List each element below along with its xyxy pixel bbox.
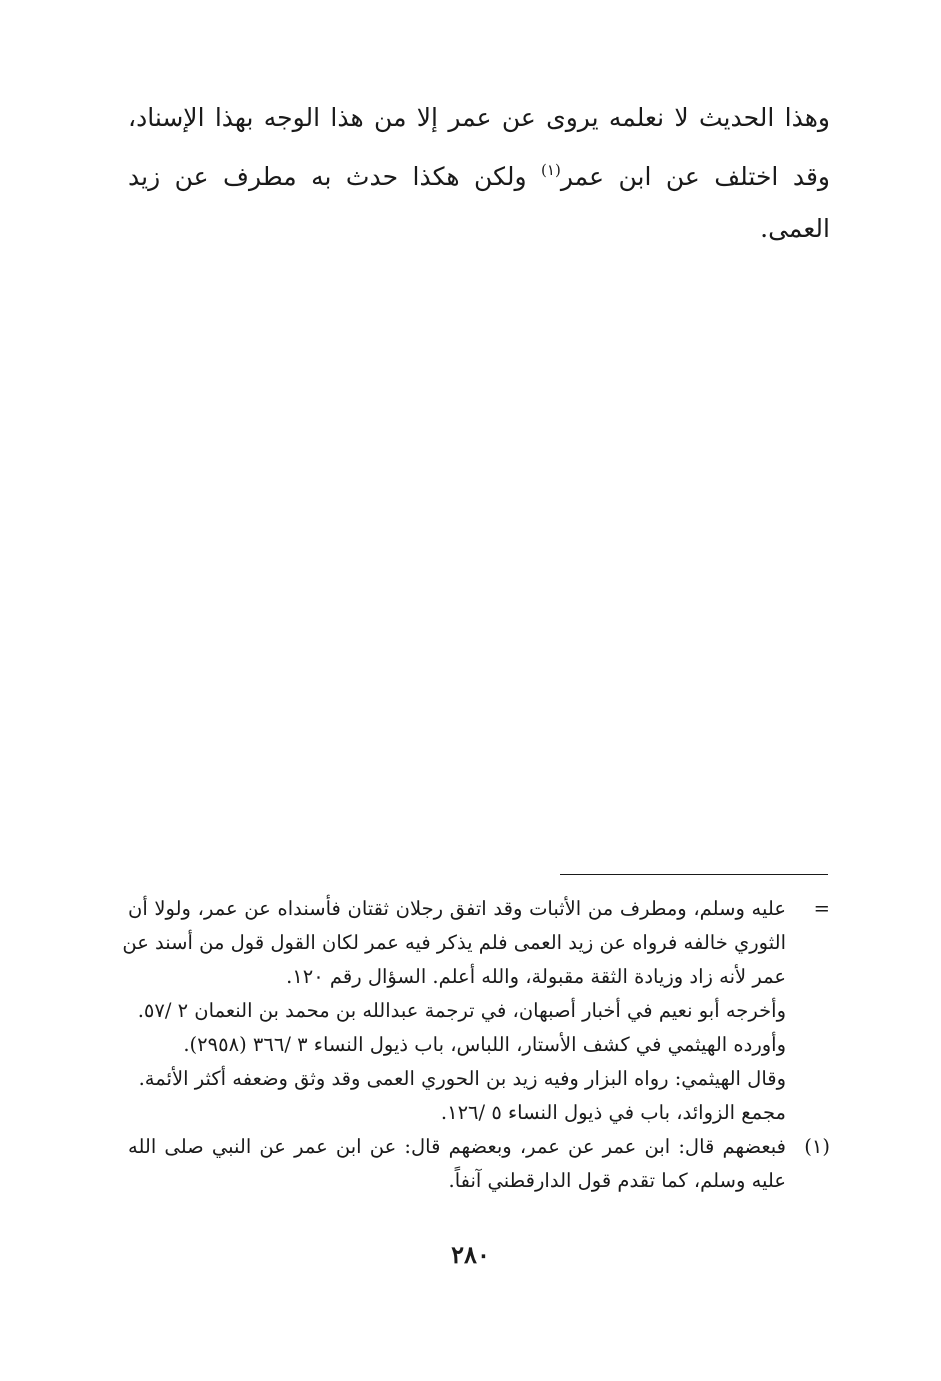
footnote-reference[interactable]: (١)	[541, 161, 561, 179]
footnotes	[122, 892, 830, 1198]
page-number: ٢٨٠	[451, 1240, 490, 1269]
footnote-line: وقال الهيثمي: رواه البزار وفيه زيد بن الحوري العمى وقد وثق وضعفه أكثر الأئمة.	[138, 1067, 786, 1090]
main-text-line: العمى.	[760, 214, 830, 243]
footnote-separator	[560, 874, 828, 875]
footnote-line: وأخرجه أبو نعيم في أخبار أصبهان، في ترجمة عبدالله بن محمد بن النعمان ٢ /٥٧.	[137, 999, 786, 1022]
footnote-1	[128, 1130, 830, 1198]
footnote-continuation	[122, 892, 830, 1130]
footnote-line: عليه وسلم، ومطرف من الأثبات وقد اتفق رجلان ثقتان فأسنداه عن عمر، ولولا أن	[128, 897, 786, 920]
main-text-segment: ولكن هكذا حدث به مطرف عن زيد	[128, 162, 527, 191]
footnote-line: مجمع الزوائد، باب في ذيول النساء ٥ /١٢٦.	[440, 1101, 786, 1124]
main-text-segment: وقد اختلف عن ابن عمر	[560, 162, 830, 191]
main-text-line: وهذا الحديث لا نعلمه يروى عن عمر إلا من هذا الوجه بهذا الإسناد،	[128, 103, 830, 132]
footnote-number: (١)	[804, 1135, 830, 1158]
continuation-marker: =	[813, 897, 830, 920]
footnote-line: الثوري خالفه فرواه عن زيد العمى فلم يذكر فيه عمر لكان القول قول من أسند عن	[122, 931, 786, 954]
footnote-line: وأورده الهيثمي في كشف الأستار، اللباس، باب ذيول النساء ٣ /٣٦٦ (٢٩٥٨).	[183, 1033, 786, 1056]
footnote-line: عمر لأنه زاد وزيادة الثقة مقبولة، والله أعلم. السؤال رقم ١٢٠.	[286, 965, 786, 988]
footnote-line: عليه وسلم، كما تقدم قول الدارقطني آنفاً.	[448, 1169, 786, 1192]
main-text-line	[128, 144, 830, 203]
main-text	[128, 92, 830, 255]
footnote-line: فبعضهم قال: ابن عمر عن عمر، وبعضهم قال: عن ابن عمر عن النبي صلى الله	[128, 1135, 786, 1158]
